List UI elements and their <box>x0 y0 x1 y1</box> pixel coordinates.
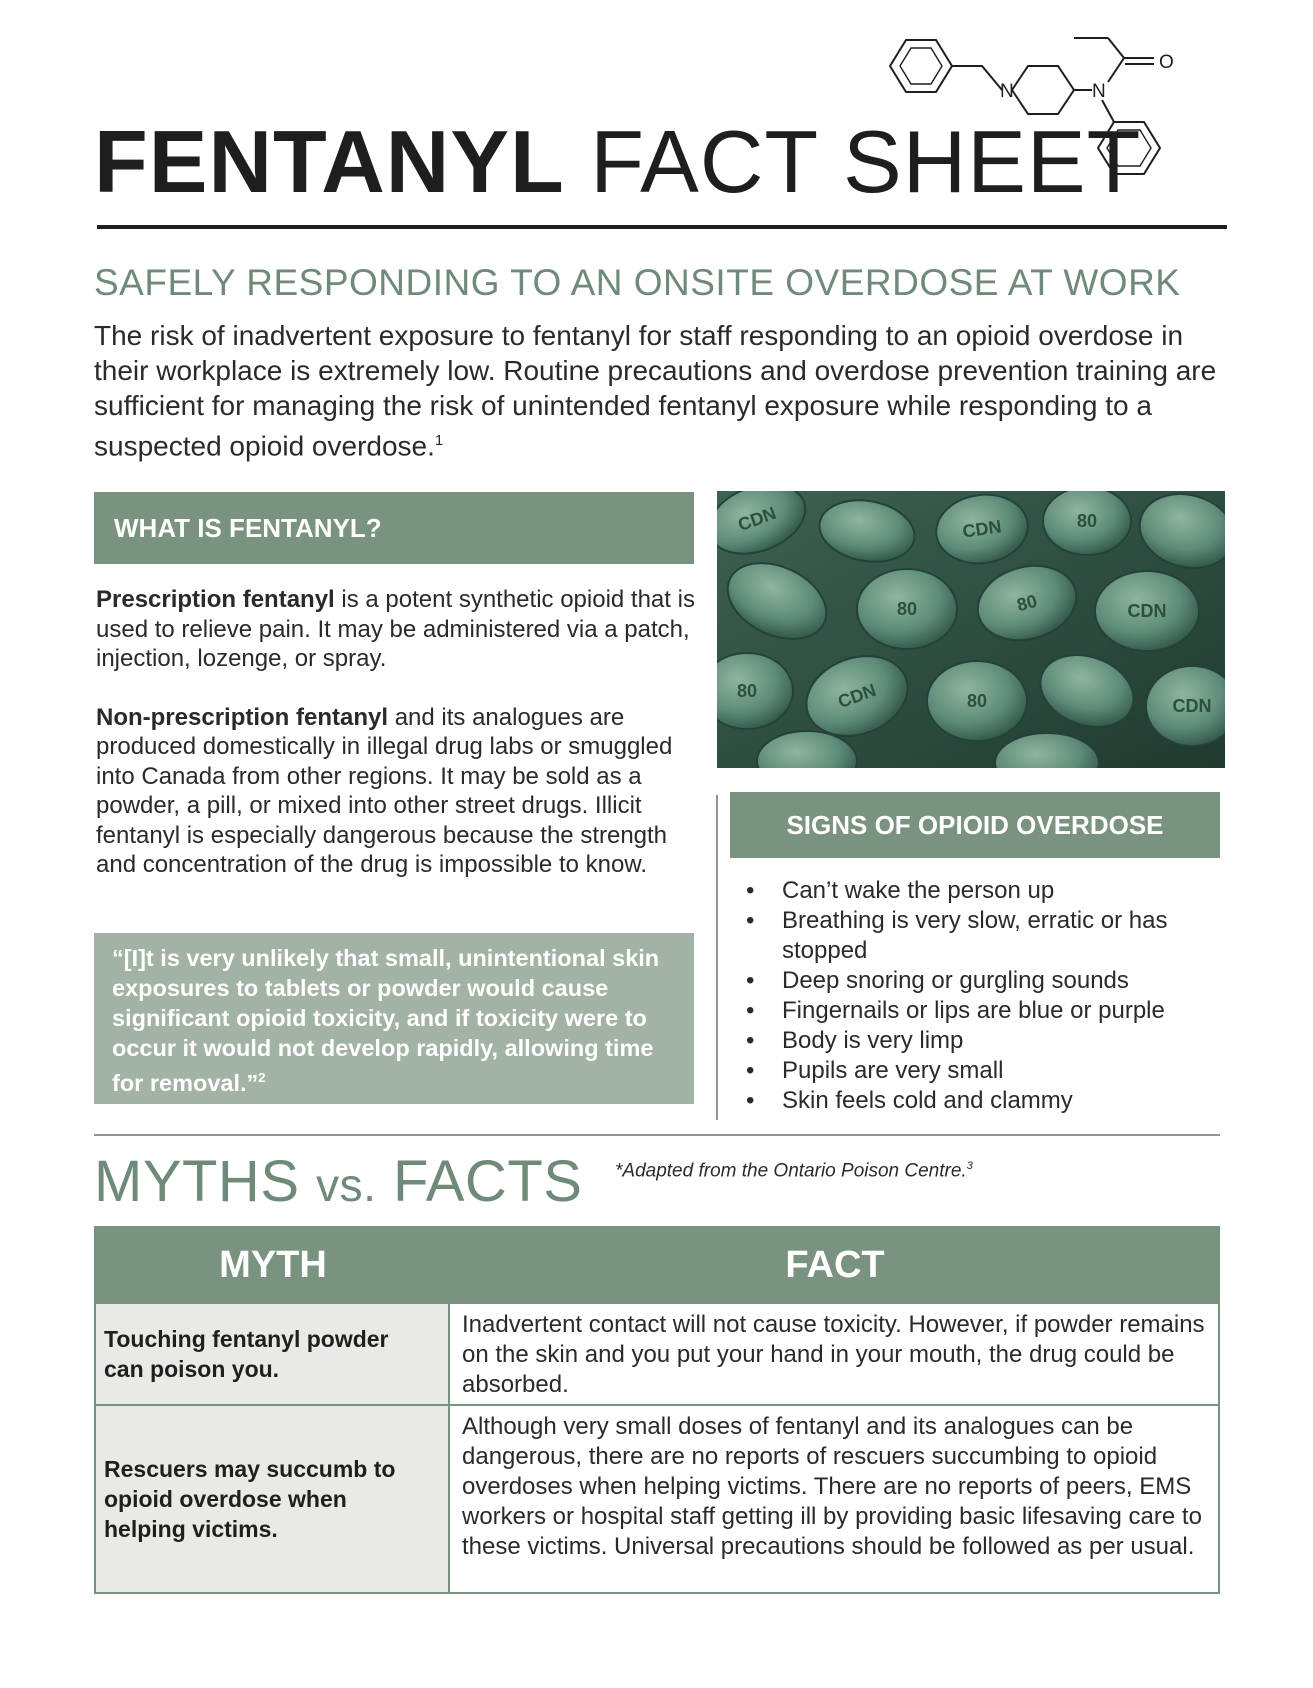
signs-heading-text: SIGNS OF OPIOID OVERDOSE <box>786 809 1164 840</box>
signs-heading <box>730 792 1220 858</box>
adapted-footnote: 3 <box>966 1160 973 1172</box>
pills-illustration <box>717 491 1225 768</box>
molecule-atom-n1: N <box>1000 81 1014 102</box>
vs-word: vs. <box>316 1159 377 1211</box>
quote-box <box>94 933 694 1104</box>
pill-imprint: 80 <box>896 599 918 619</box>
non-prescription-paragraph <box>96 703 696 880</box>
list-item: • Skin feels cold and clammy <box>742 1086 1222 1116</box>
quote-text: “[I]t is very unlikely that small, unintentional skin exposures to tablets or powder would cause significant opioid toxicity, and if toxicity were to occur it would not develop rapidly, allowing time for removal.” <box>112 945 660 1096</box>
signs-list <box>742 876 1222 1116</box>
prescription-text: is a potent synthetic opioid that is used to relieve pain. It may be administered via a patch, injection, lozenge, or spray. <box>96 586 695 672</box>
list-item: • Can’t wake the person up <box>742 876 1222 906</box>
prescription-term: Prescription fentanyl <box>96 586 335 613</box>
intro-paragraph <box>94 318 1234 463</box>
intro-footnote: 1 <box>434 432 444 449</box>
myths-word: MYTHS <box>94 1149 317 1214</box>
page-subtitle: SAFELY RESPONDING TO AN ONSITE OVERDOSE AT WORK <box>94 262 1181 303</box>
pill-imprint: CDN <box>835 679 879 713</box>
non-prescription-term: Non-prescription fentanyl <box>96 703 389 731</box>
section-divider <box>94 1134 1220 1136</box>
molecule-atom-n2: N <box>1092 81 1106 102</box>
myths-facts-table <box>94 1226 1220 1594</box>
fact-column-header: FACT <box>785 1243 885 1286</box>
table-row <box>96 1404 1218 1592</box>
fact-cell: Inadvertent contact will not cause toxicity. However, if powder remains on the skin and you put your hand in your mouth, the drug could be absorbed. <box>462 1311 1205 1398</box>
myth-cell: Rescuers may succumb to opioid overdose when helping victims. <box>96 1406 450 1592</box>
table-row <box>96 1302 1218 1404</box>
molecule-atom-o: O <box>1159 52 1174 73</box>
pill-imprint: CDN <box>961 516 1003 542</box>
pill-imprint: CDN <box>1172 696 1212 716</box>
list-item: • Body is very limp <box>742 1026 1222 1056</box>
fact-cell: Although very small doses of fentanyl and its analogues can be dangerous, there are no reports of rescuers succumbing to opioid overdoses when helping victims. There are no reports of peers, EMS workers or hospital staff getting ill by providing basic lifesaving care to these victims. Universal precautions should be followed as per usual. <box>462 1413 1202 1560</box>
pill-imprint: 80 <box>966 691 988 711</box>
signs-divider <box>716 795 718 1120</box>
green-pills-photo <box>717 491 1225 768</box>
pill-imprint: 80 <box>736 681 758 701</box>
title-divider <box>97 225 1227 229</box>
list-item: • Pupils are very small <box>742 1056 1222 1086</box>
what-is-fentanyl-heading <box>94 492 694 564</box>
myths-facts-title <box>94 1148 582 1215</box>
facts-word: FACTS <box>376 1149 583 1214</box>
what-is-fentanyl-body <box>96 585 696 909</box>
pill-imprint: 80 <box>1076 511 1098 531</box>
title-light: FACT SHEET <box>590 112 1142 211</box>
pill-imprint: 80 <box>1014 590 1040 616</box>
prescription-paragraph <box>96 585 696 674</box>
myth-column-header: MYTH <box>219 1243 327 1286</box>
list-item: • Breathing is very slow, erratic or has stopped <box>742 906 1222 966</box>
intro-text: The risk of inadvertent exposure to fentanyl for staff responding to an opioid overdose in their workplace is extremely low. Routine precautions and overdose prevention training are sufficient for managing the risk of unintended fentanyl exposure while responding to a suspected opioid overdose. <box>94 320 1217 462</box>
title-bold: FENTANYL <box>94 112 565 211</box>
what-is-heading-text: WHAT IS FENTANYL? <box>114 512 382 543</box>
adapted-note <box>615 1160 973 1182</box>
quote-footnote: 2 <box>258 1070 266 1085</box>
pill-imprint: CDN <box>1127 601 1167 621</box>
adapted-text: *Adapted from the Ontario Poison Centre. <box>615 1160 967 1182</box>
list-item: • Fingernails or lips are blue or purple <box>742 996 1222 1026</box>
list-item: • Deep snoring or gurgling sounds <box>742 966 1222 996</box>
non-prescription-text: and its analogues are produced domestically in illegal drug labs or smuggled into Canada from other regions. It may be sold as a powder, a pill, or mixed into other street drugs. Illicit fentanyl is especially dangerous because the strength and concentration of the drug is impossible to know. <box>96 703 673 878</box>
pill-imprint: CDN <box>735 502 779 536</box>
myth-cell: Touching fentanyl powder can poison you. <box>96 1304 450 1404</box>
page-title <box>94 112 1142 211</box>
table-header <box>96 1228 1218 1302</box>
